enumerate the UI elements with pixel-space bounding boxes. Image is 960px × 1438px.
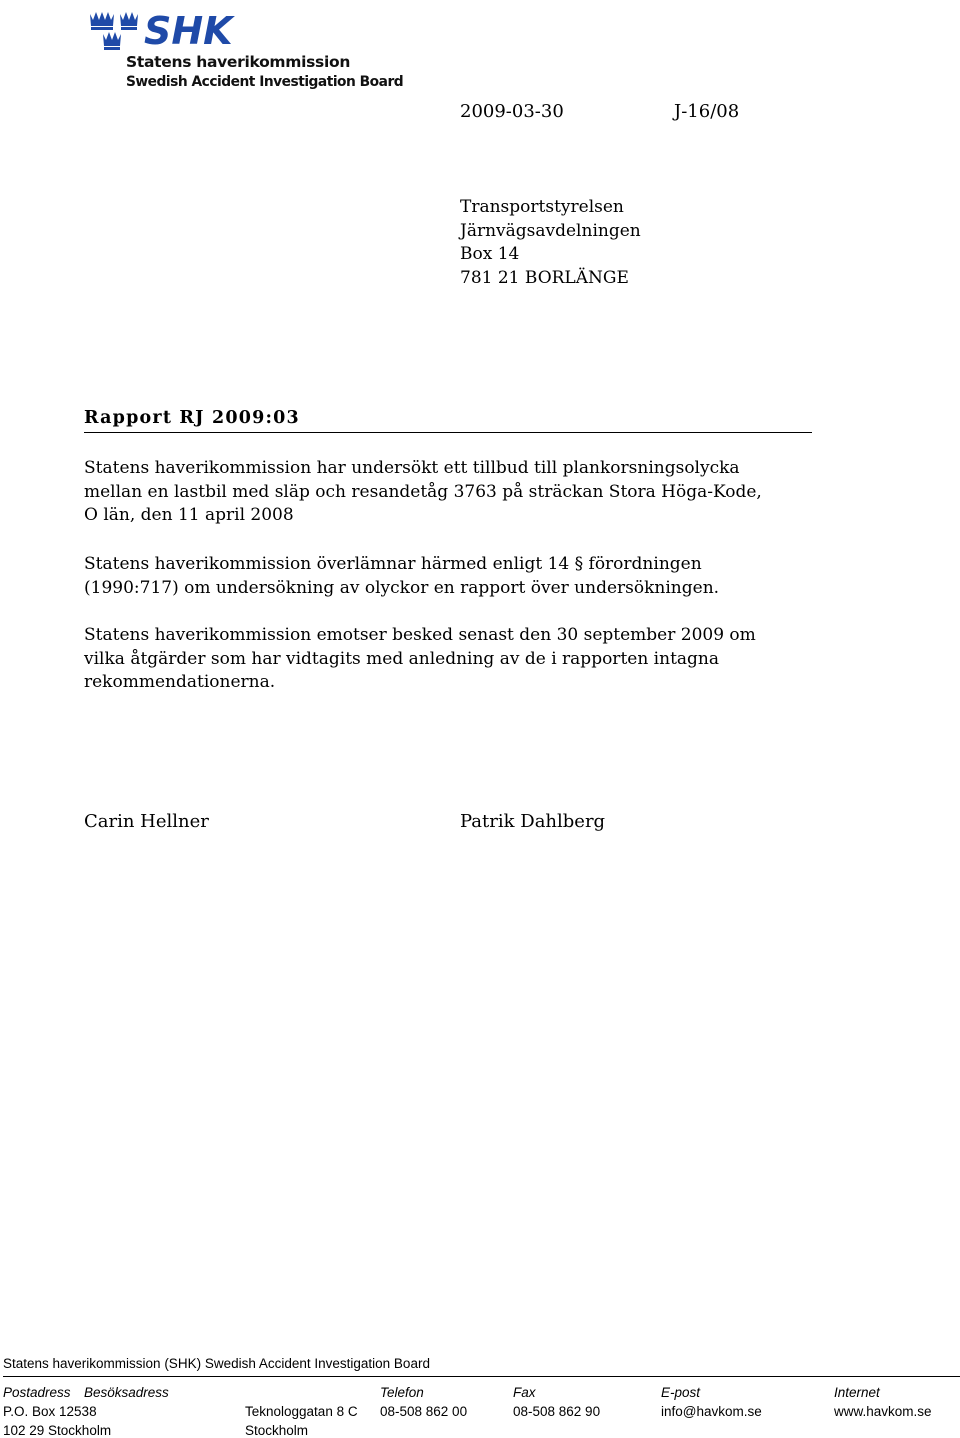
paragraph-line: Statens haverikommission överlämnar härmed enligt 14 § förordningen — [84, 554, 702, 574]
footer-visiting-line2: Stockholm — [245, 1423, 309, 1438]
footer-header-email: E-post — [661, 1385, 701, 1400]
paragraph-line: (1990:717) om undersökning av olyckor en rapport över undersökningen. — [84, 577, 720, 598]
paragraph-line: vilka åtgärder som har vidtagits med anledning av de i rapporten intagna — [84, 648, 720, 669]
letter-date: 2009-03-30 — [460, 101, 564, 122]
paragraph-line: rekommendationerna. — [84, 672, 276, 692]
address-line: Transportstyrelsen — [460, 197, 624, 217]
signatory-right: Patrik Dahlberg — [460, 811, 606, 832]
footer-divider — [3, 1376, 960, 1377]
footer-phone: 08-508 862 00 — [380, 1404, 468, 1419]
footer-email: info@havkom.se — [661, 1404, 762, 1419]
footer-header-fax: Fax — [513, 1385, 536, 1400]
address-line: Järnvägsavdelningen — [460, 220, 641, 241]
report-title: Rapport RJ 2009:03 — [84, 408, 300, 428]
recipient-address — [460, 196, 641, 290]
paragraph-line: Statens haverikommission har undersökt ett tillbud till plankorsningsolycka — [84, 458, 740, 478]
paragraph-investigation — [84, 457, 762, 528]
logo-mark: SHK — [144, 9, 233, 53]
paragraph-submission — [84, 553, 719, 600]
footer-header-internet: Internet — [834, 1385, 880, 1400]
title-divider — [84, 432, 812, 433]
footer-organization: Statens haverikommission (SHK) Swedish Accident Investigation Board — [3, 1356, 430, 1371]
signatory-left: Carin Hellner — [84, 811, 209, 832]
address-line: 781 21 BORLÄNGE — [460, 267, 629, 288]
paragraph-line: O län, den 11 april 2008 — [84, 505, 294, 525]
paragraph-response-request — [84, 624, 756, 695]
logo-name-en: Swedish Accident Investigation Board — [126, 74, 404, 90]
footer-internet: www.havkom.se — [834, 1404, 932, 1419]
paragraph-line: mellan en lastbil med släp och resandetåg 3763 på sträckan Stora Höga-Kode, — [84, 481, 762, 502]
logo-name-sv: Statens haverikommission — [126, 53, 351, 71]
address-line: Box 14 — [460, 244, 520, 264]
footer-header-phone: Telefon — [380, 1385, 424, 1400]
footer-header-postal: Postadress — [3, 1385, 71, 1400]
paragraph-line: Statens haverikommission emotser besked senast den 30 september 2009 om — [84, 625, 756, 645]
footer-fax: 08-508 862 90 — [513, 1404, 601, 1419]
footer-visiting-line1: Teknologgatan 8 C — [245, 1404, 358, 1419]
footer-postal-line2: 102 29 Stockholm — [3, 1423, 112, 1438]
shk-logo — [86, 6, 404, 98]
footer-postal-line1: P.O. Box 12538 — [3, 1404, 97, 1419]
reference-number: J-16/08 — [674, 101, 740, 122]
footer-header-visiting: Besöksadress — [84, 1385, 169, 1400]
